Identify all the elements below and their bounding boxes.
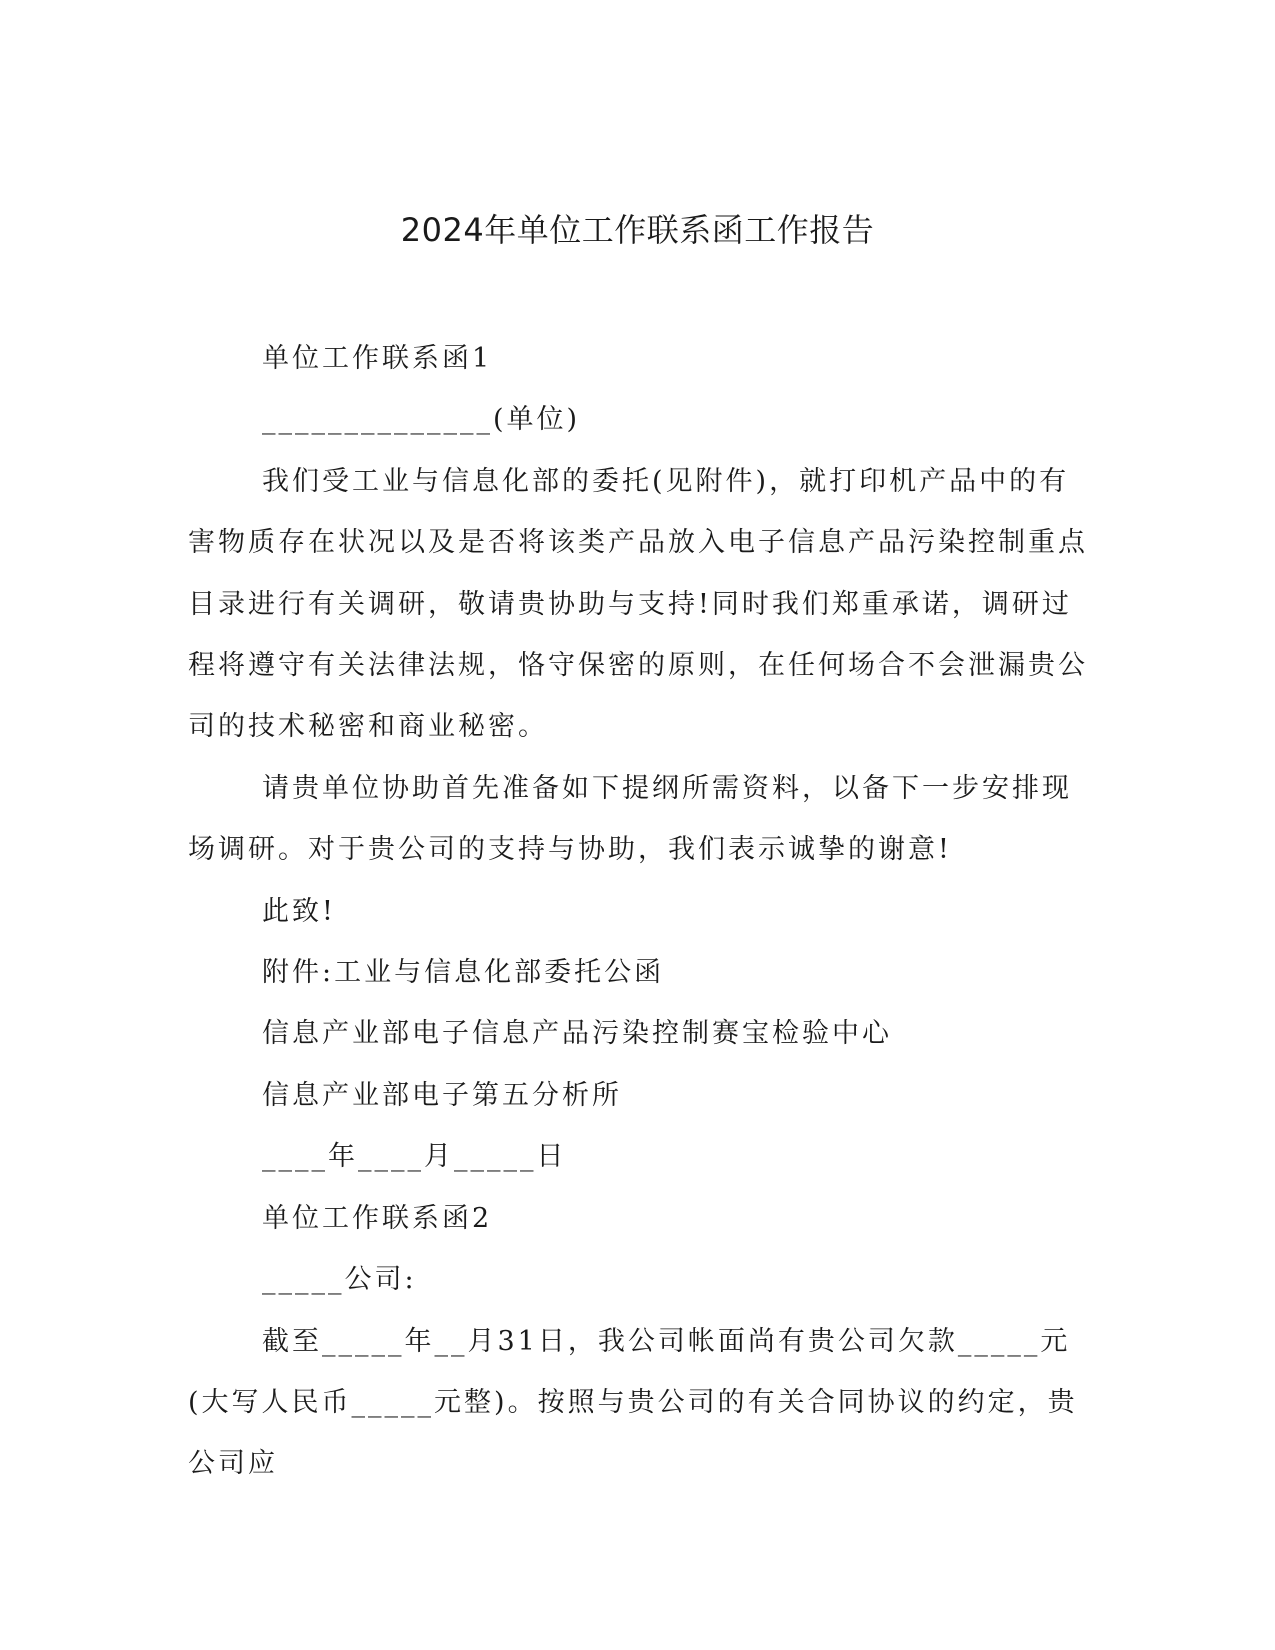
letter-2-heading: 单位工作联系函2	[262, 1202, 493, 1234]
recipient-company-line: _____公司:	[262, 1264, 417, 1296]
attachment-line: 附件:工业与信息化部委托公函	[262, 957, 665, 989]
document-title: 2024年单位工作联系函工作报告	[400, 211, 875, 249]
body-paragraph: 请贵单位协助首先准备如下提纲所需资料，以备下一步安排现场调研。对于贵公司的支持与协助，我们表示诚挚的谢意!	[188, 772, 1072, 866]
closing-salutation: 此致!	[262, 895, 336, 927]
sender-line: 信息产业部电子信息产品污染控制赛宝检验中心	[262, 1018, 892, 1050]
document-body	[188, 328, 1088, 1495]
sender-line: 信息产业部电子第五分析所	[262, 1079, 622, 1111]
date-line: ____年____月_____日	[262, 1141, 567, 1173]
letter-1-heading: 单位工作联系函1	[262, 343, 493, 374]
body-paragraph: 我们受工业与信息化部的委托(见附件)，就打印机产品中的有害物质存在状况以及是否将该类产品放入电子信息产品污染控制重点目录进行有关调研，敬请贵协助与支持!同时我们郑重承诺，调研过程将遵守有关法律法规，恪守保密的原则，在任何场合不会泄漏贵公司的技术秘密和商业秘密。	[188, 465, 1088, 743]
recipient-unit-line: ______________(单位)	[262, 404, 581, 436]
body-paragraph: 截至_____年__月31日，我公司帐面尚有贵公司欠款_____元(大写人民币_____元整)。按照与贵公司的有关合同协议的约定，贵公司应	[188, 1325, 1078, 1480]
